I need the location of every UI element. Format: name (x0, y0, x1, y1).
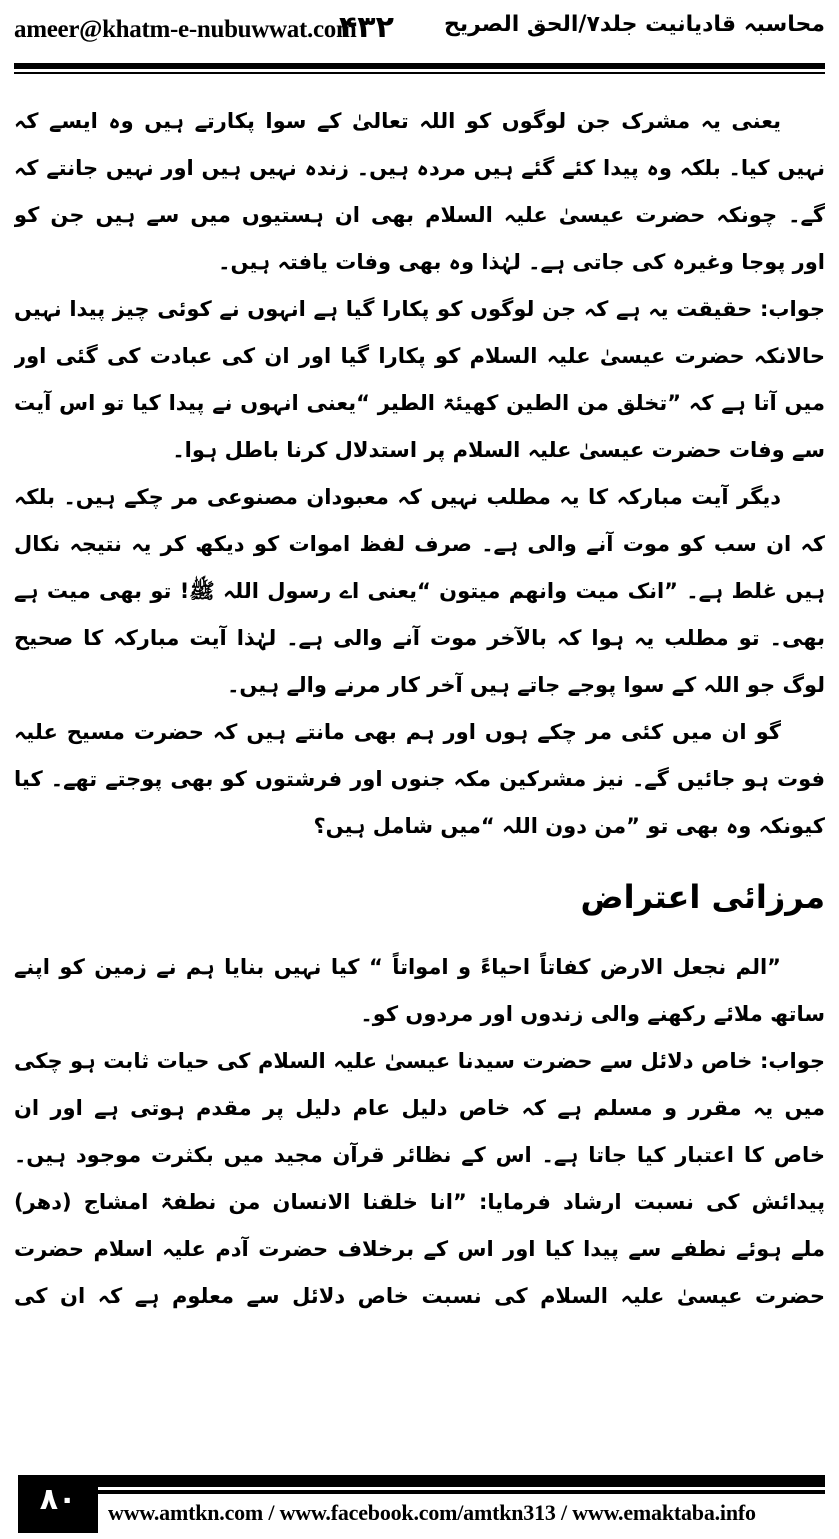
text-line: فوت ہو جائیں گے۔ نیز مشرکین مکہ جنوں اور فرشتوں کو بھی پوجتے تھے۔ کیا (14, 767, 825, 791)
text-line: کیونکہ وہ بھی تو ”من دون اللہ “میں شامل ہیں؟ (313, 814, 825, 838)
page-body (14, 98, 825, 1320)
text-line: ملے ہوئے نطفے سے پیدا کیا اور اس کے برخلاف حضرت آدم علیہ اسلام حضرت (14, 1237, 825, 1261)
header-email: ameer@khatm-e-nubuwwat.com (14, 16, 357, 43)
text-line: گو ان میں کئی مر چکے ہوں اور ہم بھی مانتے ہیں کہ حضرت مسیح علیہ (14, 720, 781, 744)
text-line: میں یہ مقرر و مسلم ہے کہ خاص دلیل عام دلیل پر مقدم ہوتی ہے اور ان (14, 1096, 825, 1120)
text-line: دیگر آیت مبارکہ کا یہ مطلب نہیں کہ معبودان مصنوعی مر چکے ہیں۔ بلکہ (14, 485, 781, 509)
header-book-title: محاسبہ قادیانیت جلد۷/الحق الصریح (443, 12, 825, 37)
text-line: اور پوجا وغیرہ کی جاتی ہے۔ لہٰذا وہ بھی وفات یافتہ ہیں۔ (218, 250, 825, 274)
text-line: لوگ جو اللہ کے سوا پوجے جاتے ہیں آخر کار مرنے والے ہیں۔ (227, 673, 825, 697)
page-header (14, 8, 825, 58)
text-line: ہیں غلط ہے۔ ”انک میت وانھم میتون “یعنی اے رسول اللہ ﷺ! تو بھی میت ہے (14, 579, 825, 603)
header-rule-thick (14, 63, 825, 69)
text-line: خاص کا اعتبار کیا جاتا ہے۔ اس کے نظائر قرآن مجید میں بکثرت موجود ہیں۔ (14, 1143, 825, 1167)
header-rule-thin (14, 72, 825, 74)
text-line: یعنی یہ مشرک جن لوگوں کو اللہ تعالیٰ کے سوا پکارتے ہیں وہ ایسے کہ (14, 109, 781, 133)
text-line: حضرت عیسیٰ علیہ السلام کی نسبت خاص دلائل سے معلوم ہے کہ ان کی (14, 1284, 825, 1308)
text-line: ”الم نجعل الارض کفاتاً احیاءً و امواتاً “ کیا نہیں بنایا ہم نے زمین کو اپنے (14, 955, 781, 979)
footer-page-number: ۸۰ (18, 1475, 98, 1533)
text-line: میں آتا ہے کہ ”تخلق من الطین کھیئۃ الطیر “یعنی انہوں نے پیدا کیا تو اس آیت (14, 391, 825, 415)
section-heading: مرزائی اعتراض (580, 878, 825, 916)
text-line: ساتھ ملائے رکھنے والی زندوں اور مردوں کو۔ (360, 1002, 825, 1026)
text-line: جواب: حقیقت یہ ہے کہ جن لوگوں کو پکارا گیا ہے انہوں نے کوئی چیز پیدا نہیں (14, 297, 825, 321)
text-line: نہیں کیا۔ بلکہ وہ پیدا کئے گئے ہیں مردہ ہیں۔ زندہ نہیں ہیں اور نہیں جانتے کہ (14, 156, 825, 180)
text-line: حالانکہ حضرت عیسیٰ علیہ السلام کو پکارا گیا اور ان کی عبادت کی گئی اور (14, 344, 825, 368)
text-line: پیدائش کی نسبت ارشاد فرمایا: ”انا خلقنا الانسان من نطفۃ امشاج (دھر) (14, 1190, 825, 1214)
footer-rule-thin (98, 1490, 825, 1494)
text-line: جواب: خاص دلائل سے حضرت سیدنا عیسیٰ علیہ السلام کی حیات ثابت ہو چکی (14, 1049, 825, 1073)
footer-links: www.amtkn.com / www.facebook.com/amtkn313 / www.emaktaba.info (108, 1500, 756, 1525)
text-line: کہ ان سب کو موت آنے والی ہے۔ صرف لفظ اموات کو دیکھ کر یہ نتیجہ نکال (14, 532, 825, 556)
header-page-number: ۴۳۲ (339, 10, 394, 45)
text-line: سے وفات حضرت عیسیٰ علیہ السلام پر استدلال کرنا باطل ہوا۔ (172, 438, 825, 462)
text-line: گے۔ چونکہ حضرت عیسیٰ علیہ السلام بھی ان ہستیوں میں سے ہیں جن کو (14, 203, 825, 227)
text-line: بھی۔ تو مطلب یہ ہوا کہ بالآخر موت آنے والی ہے۔ لہٰذا آیت مبارکہ کا صحیح (14, 626, 825, 650)
footer-rule (98, 1475, 825, 1487)
